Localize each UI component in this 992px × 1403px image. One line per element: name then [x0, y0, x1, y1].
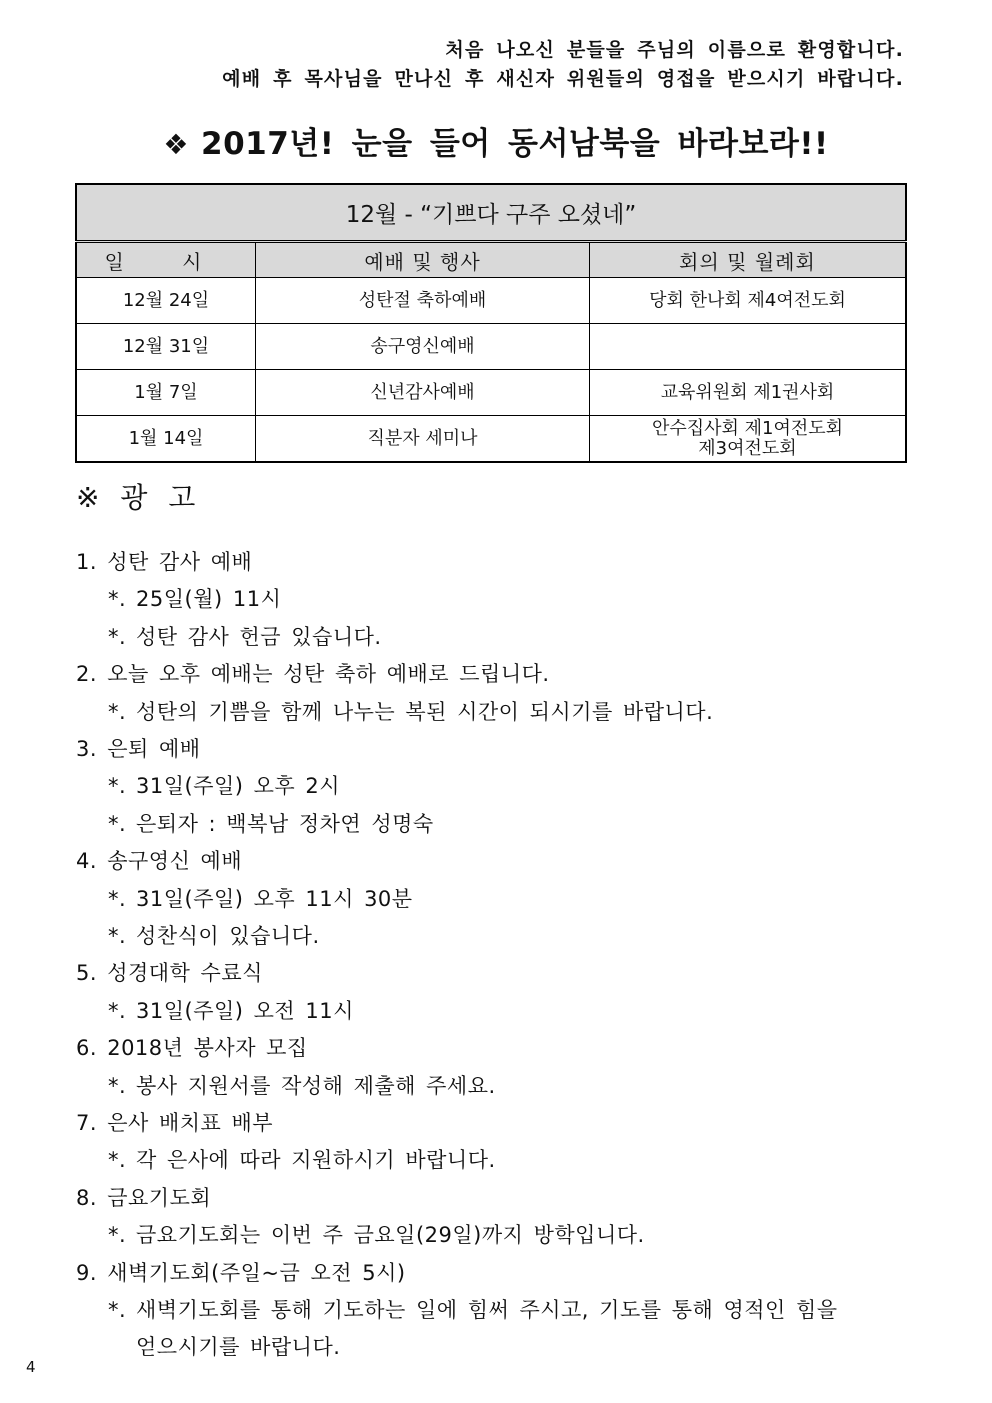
notice-detail: *. 새벽기도회를 통해 기도하는 일에 힘써 주시고, 기도를 통해 영적인 힘을: [76, 1292, 912, 1329]
row-event: 성탄절 축하예배: [256, 278, 590, 324]
bullet-icon: *.: [108, 699, 127, 724]
notice-detail: *. 31일(주일) 오후 11시 30분: [76, 881, 912, 918]
notice-detail: *. 성찬식이 있습니다.: [76, 918, 912, 955]
row-date: 1월 7일: [76, 370, 256, 416]
row-date: 12월 24일: [76, 278, 256, 324]
notice-title: 3. 은퇴 예배: [76, 737, 201, 761]
welcome-line-1: 처음 나오신 분들을 주님의 이름으로 환영합니다.: [445, 39, 904, 61]
notice-detail: *. 은퇴자 : 백복남 정차연 성명숙: [76, 806, 912, 843]
row-meeting-line-1: 안수집사회 제1여전도회: [651, 417, 844, 439]
bullet-icon: *.: [108, 811, 127, 836]
table-row: [76, 370, 906, 416]
list-item: [76, 955, 912, 1030]
headline-text: 2017년! 눈을 들어 동서남북을 바라보라!!: [201, 126, 829, 162]
row-event: 신년감사예배: [256, 370, 590, 416]
bullet-icon: *.: [108, 1223, 127, 1248]
column-header-event: 예배 및 행사: [256, 242, 590, 278]
row-meeting: [590, 324, 907, 370]
table-row: [76, 416, 906, 463]
notice-detail-continued: 얻으시기를 바랍니다.: [136, 1335, 341, 1360]
notice-title: 1. 성탄 감사 예배: [76, 550, 253, 574]
bullet-icon: *.: [108, 774, 127, 799]
diamond-icon: ❖: [163, 128, 189, 161]
list-item: [76, 656, 912, 731]
row-meeting: 교육위원회 제1권사회: [590, 370, 907, 416]
notice-title: 6. 2018년 봉사자 모집: [76, 1036, 308, 1061]
bullet-icon: *.: [108, 1297, 127, 1322]
column-header-date: 일 시: [76, 242, 256, 278]
page-headline: [0, 118, 992, 163]
schedule-title: 12월 - “기쁘다 구주 오셨네”: [76, 184, 906, 242]
notice-title: 9. 새벽기도회(주일~금 오전 5시): [76, 1260, 406, 1285]
list-item: [76, 731, 912, 843]
bullet-icon: *.: [108, 1073, 127, 1098]
schedule-table: [75, 183, 907, 463]
table-row: [76, 278, 906, 324]
list-item: [76, 1180, 912, 1255]
list-item: [76, 1105, 912, 1180]
notice-title: 5. 성경대학 수료식: [76, 961, 263, 986]
row-date: 1월 14일: [76, 416, 256, 463]
bullet-icon: *.: [108, 998, 127, 1023]
notice-title: 7. 은사 배치표 배부: [76, 1111, 274, 1135]
notice-detail: *. 각 은사에 따라 지원하시기 바랍니다.: [76, 1142, 912, 1179]
list-item: [76, 1255, 912, 1367]
list-item: [76, 1030, 912, 1105]
bullet-icon: *.: [108, 1148, 127, 1173]
notices-heading: ※ 광 고: [76, 481, 202, 514]
notice-detail: *. 금요기도회는 이번 주 금요일(29일)까지 방학입니다.: [76, 1217, 912, 1254]
notice-detail: *. 성탄 감사 헌금 있습니다.: [76, 619, 912, 656]
column-header-meeting: 회의 및 월례회: [590, 242, 907, 278]
notice-detail: *. 31일(주일) 오후 2시: [76, 768, 912, 805]
page-number: 4: [26, 1358, 36, 1376]
row-meeting: 당회 한나회 제4여전도회: [590, 278, 907, 324]
bullet-icon: *.: [108, 624, 127, 649]
table-row: [76, 324, 906, 370]
notice-title: 2. 오늘 오후 예배는 성탄 축하 예배로 드립니다.: [76, 662, 550, 687]
notices-list: [76, 544, 912, 1367]
bullet-icon: *.: [108, 587, 127, 612]
row-event: 직분자 세미나: [256, 416, 590, 463]
list-item: [76, 544, 912, 656]
row-meeting-line-2: 제3여전도회: [698, 437, 797, 459]
notice-detail: *. 성탄의 기쁨을 함께 나누는 복된 시간이 되시기를 바랍니다.: [76, 694, 912, 731]
notice-detail: *. 봉사 지원서를 작성해 제출해 주세요.: [76, 1068, 912, 1105]
row-date: 12월 31일: [76, 324, 256, 370]
row-event: 송구영신예배: [256, 324, 590, 370]
notice-detail: *. 31일(주일) 오전 11시: [76, 993, 912, 1030]
bullet-icon: *.: [108, 924, 127, 948]
row-meeting: [590, 416, 907, 463]
notice-title: 8. 금요기도회: [76, 1185, 212, 1210]
bullet-icon: *.: [108, 886, 127, 911]
notice-title: 4. 송구영신 예배: [76, 849, 243, 874]
welcome-message: [222, 36, 904, 94]
list-item: [76, 843, 912, 955]
notice-detail: *. 25일(월) 11시: [76, 581, 912, 618]
welcome-line-2: 예배 후 목사님을 만나신 후 새신자 위원들의 영접을 받으시기 바랍니다.: [222, 68, 904, 90]
